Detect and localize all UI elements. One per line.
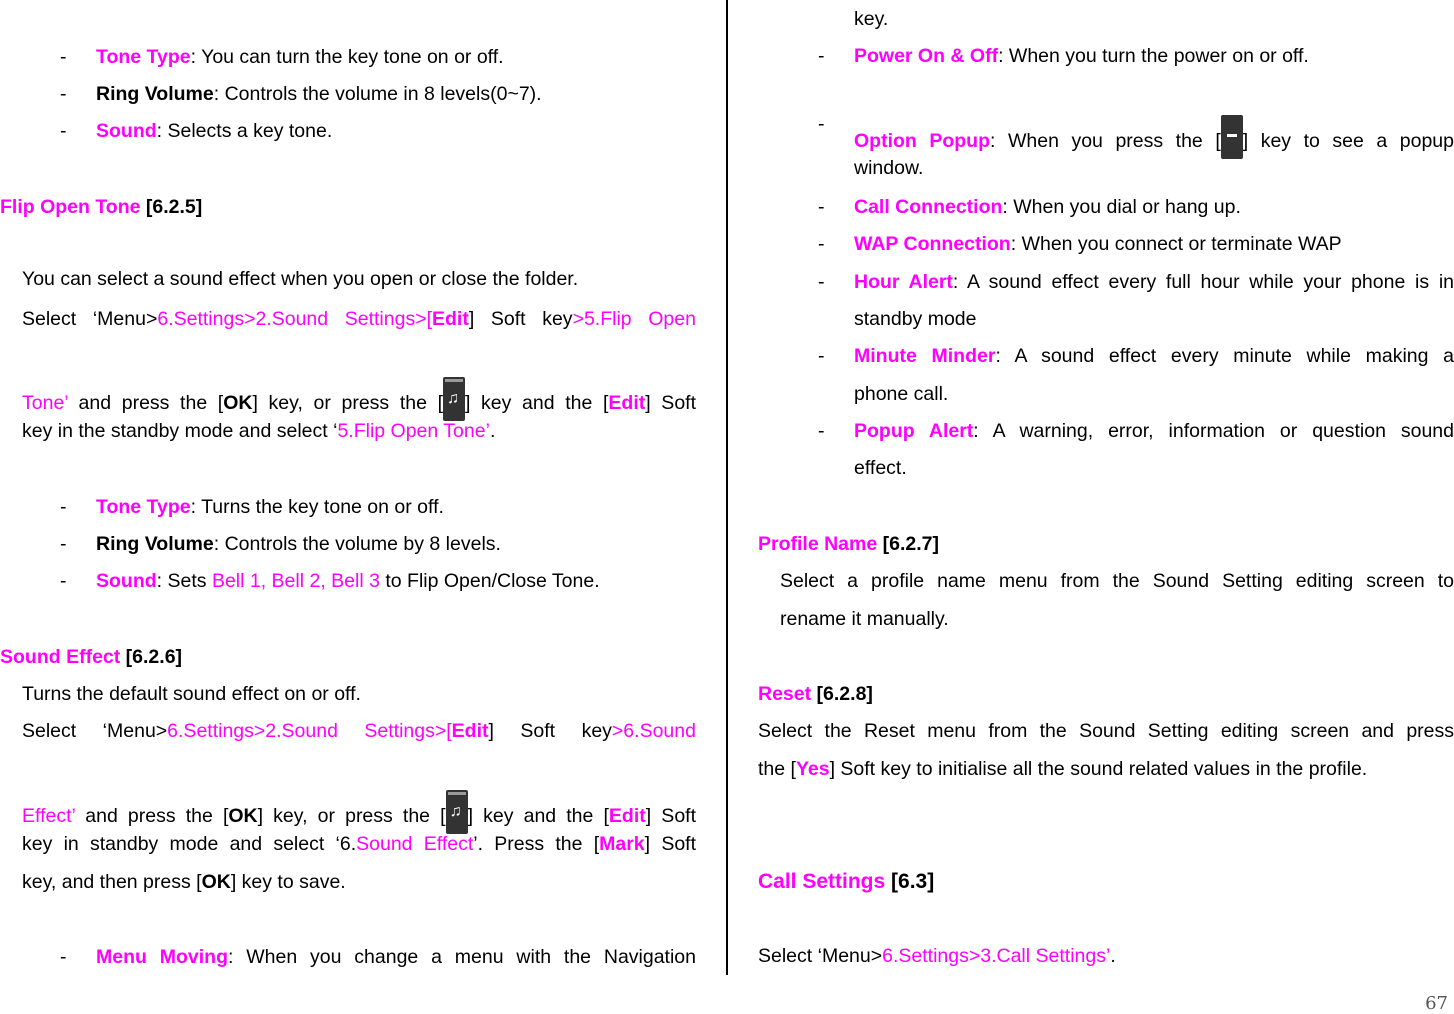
bullet-dash: - (60, 533, 67, 555)
effect-instruction-line4: key, and then press [OK] key to save. (22, 871, 346, 893)
bullet-dash: - (60, 46, 67, 68)
flip-instruction-line1: Select ‘Menu>6.Settings>2.Sound Settings>[Edit] Soft key>5.Flip Open (22, 308, 696, 330)
effect-intro: Turns the default sound effect on or off. (22, 683, 361, 705)
bullet-dash: - (818, 113, 825, 135)
reset-line1: Select the Reset menu from the Sound Setting editing screen and press (758, 720, 1454, 742)
option-popup-item: Option Popup: When you press the [ ] key to see a popup (854, 115, 1454, 159)
ring-volume-label: Ring Volume (96, 83, 214, 105)
tone-type-item (96, 48, 504, 68)
call-settings-line1: Select ‘Menu>6.Settings>3.Call Settings’. (758, 945, 1116, 967)
bullet-dash: - (818, 45, 825, 67)
bullet-dash: - (818, 233, 825, 255)
effect-instruction-line3: key in standby mode and select ‘6.Sound Effect’. Press the [Mark] Soft (22, 833, 697, 855)
option-popup-cont: window. (854, 157, 924, 179)
popup-alert-cont: effect. (854, 457, 907, 479)
profile-line1: Select a profile name menu from the Sound Setting editing screen to (780, 570, 1454, 592)
bullet-dash: - (60, 83, 67, 105)
bullet-dash: - (60, 120, 67, 142)
hour-alert-cont: standby mode (854, 308, 977, 330)
continued-text: key. (854, 8, 889, 30)
sound-effect-heading: Sound Effect [6.2.6] (0, 646, 183, 668)
flip-intro: You can select a sound effect when you open or close the folder. (22, 268, 579, 290)
column-divider (726, 0, 728, 975)
flip-instruction-line2: Tone’ and press the [OK] key, or press the [♫ ] key and the [Edit] Soft (22, 377, 696, 421)
profile-line2: rename it manually. (780, 608, 949, 630)
minute-minder-item: Minute Minder: A sound effect every minute while making a (854, 345, 1454, 367)
effect-instruction-line2: Effect’ and press the [OK] key, or press the [♫ ] key and the [Edit] Soft (22, 790, 696, 834)
bullet-dash: - (818, 345, 825, 367)
bullet-dash: - (818, 420, 825, 442)
minus-key-icon (1221, 115, 1243, 159)
hour-alert-item: Hour Alert: A sound effect every full hour while your phone is in (854, 271, 1454, 293)
sound-item (96, 122, 332, 142)
flip-instruction-line3: key in the standby mode and select ‘5.Flip Open Tone’. (22, 420, 496, 442)
call-connection-item: Call Connection: When you dial or hang up. (854, 196, 1241, 218)
reset-heading: Reset [6.2.8] (758, 683, 873, 705)
power-item: Power On & Off: When you turn the power on or off. (854, 45, 1309, 67)
ring-volume-item (96, 85, 542, 105)
tone-type-label: Tone Type (96, 46, 191, 68)
sound-text: : Selects a key tone. (156, 120, 333, 142)
ring-volume-text: : Controls the volume in 8 levels(0~7). (213, 83, 542, 105)
effect-instruction-line1: Select ‘Menu>6.Settings>2.Sound Settings>[Edit] Soft key>6.Sound (22, 720, 696, 742)
wap-connection-item: WAP Connection: When you connect or terminate WAP (854, 233, 1342, 255)
flip-ring-volume-item: Ring Volume: Controls the volume by 8 levels. (96, 533, 501, 555)
menu-moving-item: Menu Moving: When you change a menu with the Navigation (96, 946, 696, 968)
music-key-icon (443, 377, 465, 421)
flip-tone-type-item: Tone Type: Turns the key tone on or off. (96, 496, 444, 518)
bullet-dash: - (818, 196, 825, 218)
flip-sound-item: Sound: Sets Bell 1, Bell 2, Bell 3 to Flip Open/Close Tone. (96, 570, 600, 592)
bullet-dash: - (60, 570, 67, 592)
call-settings-heading: Call Settings [6.3] (758, 870, 935, 893)
bullet-dash: - (818, 271, 825, 293)
bullet-dash: - (60, 496, 67, 518)
reset-line2: the [Yes] Soft key to initialise all the sound related values in the profile. (758, 758, 1368, 780)
popup-alert-item: Popup Alert: A warning, error, information or question sound (854, 420, 1454, 442)
minute-minder-cont: phone call. (854, 383, 949, 405)
sound-label: Sound (96, 120, 157, 142)
page-number: 67 (1425, 993, 1448, 1014)
music-key-icon (446, 790, 468, 834)
flip-open-tone-heading: Flip Open Tone [6.2.5] (0, 196, 203, 218)
profile-name-heading: Profile Name [6.2.7] (758, 533, 939, 555)
tone-type-text: : You can turn the key tone on or off. (190, 46, 504, 68)
bullet-dash: - (60, 946, 67, 968)
